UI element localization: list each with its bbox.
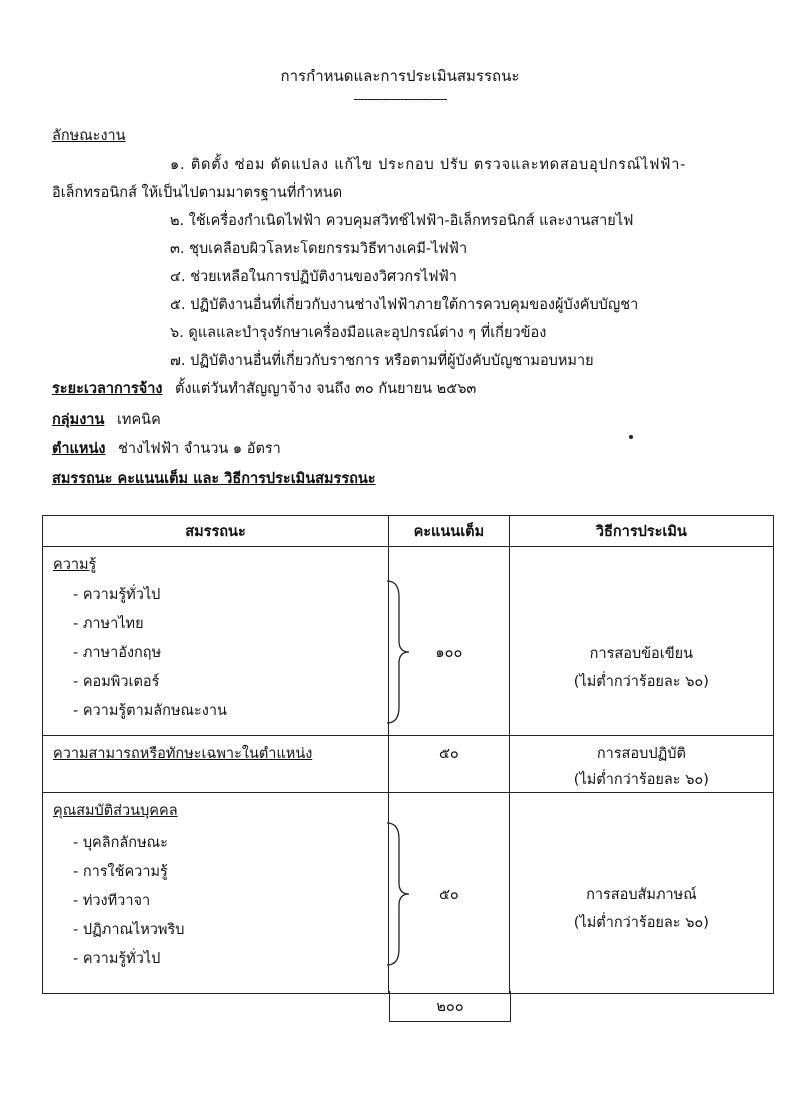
stray-dot xyxy=(629,435,633,439)
knowledge-method-cell xyxy=(509,547,773,736)
job-item-1: ๑. ติดตั้ง ซ่อม ดัดแปลง แก้ไข ประกอบ ปรับ ตรวจและทดสอบอุปกรณ์ไฟฟ้า- xyxy=(170,157,687,173)
page-title: การกำหนดและการประเมินสมรรถนะ xyxy=(280,67,520,85)
personal-method-cell xyxy=(509,793,773,994)
personal-cell xyxy=(43,793,389,994)
job-item-7: ๗. ปฏิบัติงานอื่นที่เกี่ยวกับราชการ หรือตามที่ผู้บังคับบัญชามอบหมาย xyxy=(170,353,594,369)
list-item: - ท่วงทีวาจา xyxy=(73,893,151,909)
work-group-label: กลุ่มงาน xyxy=(52,412,105,428)
header-method: วิธีการประเมิน xyxy=(509,516,773,547)
work-group-value: เทคนิค xyxy=(116,412,161,428)
personal-method: การสอบสัมภาษณ์ xyxy=(586,887,697,903)
list-item: - ความรู้ทั่วไป xyxy=(73,587,161,603)
table-header-row xyxy=(43,516,774,547)
position-label: ตำแหน่ง xyxy=(52,441,106,457)
knowledge-method: การสอบข้อเขียน xyxy=(589,646,694,662)
job-item-4: ๔. ช่วยเหลือในการปฏิบัติงานของวิศวกรไฟฟ้า xyxy=(170,269,457,285)
job-item-1-cont: อิเล็กทรอนิกส์ ให้เป็นไปตามมาตรฐานที่กำหนด xyxy=(52,185,343,201)
total-score: ๒๐๐ xyxy=(389,991,511,1022)
list-item: - ความรู้ตามลักษณะงาน xyxy=(73,703,227,719)
header-competency: สมรรถนะ xyxy=(43,516,389,547)
personal-score-cell xyxy=(389,793,510,994)
list-item: - การใช้ความรู้ xyxy=(73,864,168,880)
personal-category: คุณสมบัติส่วนบุคคล xyxy=(53,803,178,819)
employment-period-value: ตั้งแต่วันทำสัญญาจ้าง จนถึง ๓๐ กันยายน ๒๕๖๓ xyxy=(175,381,477,397)
table-row xyxy=(43,736,774,793)
skills-method-cell xyxy=(509,736,773,793)
employment-period-label: ระยะเวลาการจ้าง xyxy=(52,381,163,397)
list-item: - ภาษาอังกฤษ xyxy=(73,645,162,661)
knowledge-criteria: (ไม่ต่ำกว่าร้อยละ ๖๐) xyxy=(573,674,709,690)
table-row xyxy=(43,793,774,994)
skills-category: ความสามารถหรือทักษะเฉพาะในตำแหน่ง xyxy=(53,746,313,762)
skills-cell xyxy=(43,736,389,793)
title-divider: ---------------------------- xyxy=(353,92,447,106)
competency-heading: สมรรถนะ คะแนนเต็ม และ วิธีการประเมินสมรรถนะ xyxy=(52,471,376,487)
header-full-score: คะแนนเต็ม xyxy=(389,516,510,547)
work-group-row xyxy=(52,408,161,431)
knowledge-score: ๑๐๐ xyxy=(435,645,463,661)
knowledge-category: ความรู้ xyxy=(53,557,97,573)
list-item: - ปฏิภาณไหวพริบ xyxy=(73,922,185,938)
skills-criteria: (ไม่ต่ำกว่าร้อยละ ๖๐) xyxy=(573,772,709,788)
job-item-2: ๒. ใช้เครื่องกำเนิดไฟฟ้า ควบคุมสวิทช์ไฟฟ้า-อิเล็กทรอนิกส์ และงานสายไฟ xyxy=(170,213,634,229)
personal-criteria: (ไม่ต่ำกว่าร้อยละ ๖๐) xyxy=(573,915,709,931)
knowledge-cell xyxy=(43,547,389,736)
competency-table xyxy=(42,515,774,994)
list-item: - ภาษาไทย xyxy=(73,616,144,632)
table-row xyxy=(43,547,774,736)
list-item: - ความรู้ทั่วไป xyxy=(73,951,161,967)
skills-score: ๕๐ xyxy=(438,746,459,762)
knowledge-score-cell xyxy=(389,547,510,736)
position-row xyxy=(52,437,281,460)
list-item: - บุคลิกลักษณะ xyxy=(73,835,168,851)
list-item: - คอมพิวเตอร์ xyxy=(73,674,160,690)
job-item-5: ๕. ปฏิบัติงานอื่นที่เกี่ยวกับงานช่างไฟฟ้าภายใต้การควบคุมของผู้บังคับบัญชา xyxy=(170,297,639,313)
position-value: ช่างไฟฟ้า จำนวน ๑ อัตรา xyxy=(118,441,281,457)
personal-score: ๕๐ xyxy=(438,887,459,903)
job-description-label: ลักษณะงาน xyxy=(52,128,126,144)
employment-period-row xyxy=(52,377,476,400)
skills-method: การสอบปฏิบัติ xyxy=(596,746,686,762)
job-item-6: ๖. ดูแลและบำรุงรักษาเครื่องมือและอุปกรณ์ต่าง ๆ ที่เกี่ยวข้อง xyxy=(170,325,547,341)
job-item-3: ๓. ชุบเคลือบผิวโลหะโดยกรรมวิธีทางเคมี-ไฟฟ้า xyxy=(170,241,468,257)
skills-score-cell xyxy=(389,736,510,793)
